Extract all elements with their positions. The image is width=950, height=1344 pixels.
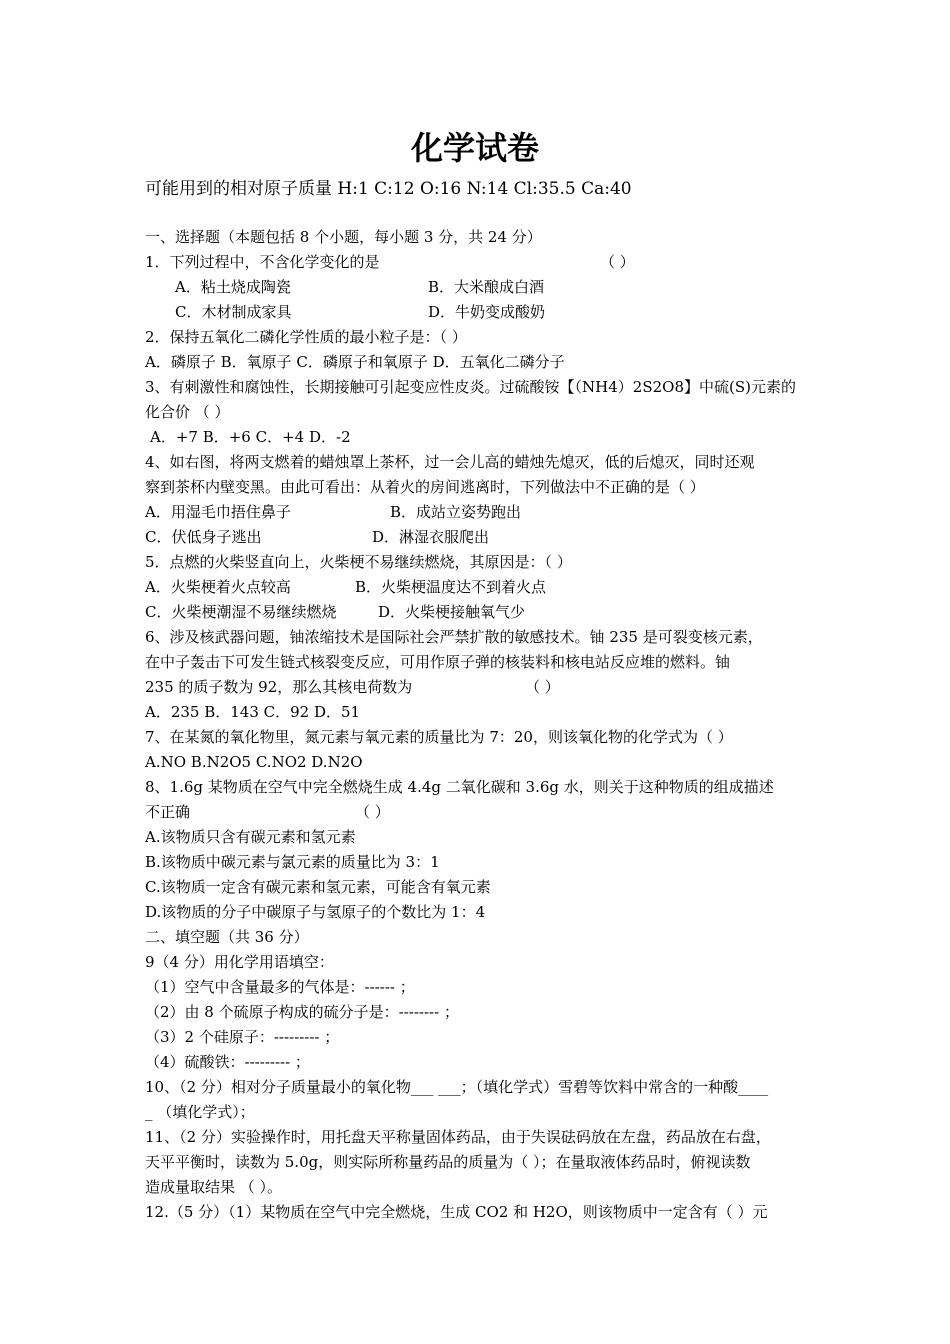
q11-line1: 11、（2 分）实验操作时，用托盘天平称量固体药品，由于失误砝码放在左盘，药品放在右盘， [145,1128,771,1146]
q4-option-d: D．淋湿衣服爬出 [372,528,490,546]
q8-option-b: B.该物质中碳元素与氯元素的质量比为 3：1 [145,853,440,871]
q3-stem-line1: 3、有刺激性和腐蚀性，长期接触可引起变应性皮炎。过硫酸铵【（NH4）2S2O8】中硫(S)元素的 [145,378,796,396]
q9-part-3: （3）2 个硅原子：--------- ； [145,1028,340,1046]
q7-options: A.NO B.N2O5 C.NO2 D.N2O [145,753,363,771]
q6-stem-line2: 在中子轰击下可发生链式核裂变反应，可用作原子弹的核装料和核电站反应堆的燃料。铀 [145,653,731,671]
q5-option-c: C．火柴梗潮湿不易继续燃烧 [145,603,337,621]
section-1-heading: 一、选择题（本题包括 8 个小题，每小题 3 分，共 24 分） [145,228,542,246]
q9-part-1: （1）空气中含量最多的气体是：------ ； [145,978,415,996]
q6-options: A．235 B．143 C．92 D．51 [145,703,361,721]
q9-part-2: （2）由 8 个硫原子构成的硫分子是：-------- ； [145,1003,459,1021]
q8-option-c: C.该物质一定含有碳元素和氢元素，可能含有氧元素 [145,878,491,896]
q4-option-b: B．成站立姿势跑出 [390,503,522,521]
q1-option-d: D．牛奶变成酸奶 [428,303,546,321]
q8-option-a: A.该物质只含有碳元素和氢元素 [145,828,356,846]
q11-line2: 天平平衡时，读数为 5.0g，则实际所称量药品的质量为（ ）；在量取液体药品时，俯视读数 [145,1153,751,1171]
q1-option-b: B．大米酿成白酒 [428,278,545,296]
q3-options: A．+7 B．+6 C．+4 D．-2 [150,428,351,446]
q6-answer-bracket: （ ） [525,678,560,696]
q9-part-4: （4）硫酸铁：--------- ； [145,1053,310,1071]
q8-stem-line2: 不正确 [145,803,191,821]
q3-stem-line2: 化合价 （ ） [145,403,230,421]
q8-answer-bracket: （ ） [355,803,390,821]
q1-option-c: C．木材制成家具 [175,303,292,321]
q4-stem-line1: 4、如右图，将两支燃着的蜡烛罩上茶杯，过一会儿高的蜡烛先熄灭，低的后熄灭，同时还观 [145,453,755,471]
q12-line1: 12.（5 分）（1）某物质在空气中完全燃烧，生成 CO2 和 H2O，则该物质中一定含有（ ）元 [145,1203,768,1221]
q10-line1: 10、（2 分）相对分子质量最小的氧化物___ ___；（填化学式）雪碧等饮料中常含的一种酸____ [145,1078,769,1096]
page-title: 化学试卷 [410,129,539,167]
q1-stem: 1．下列过程中，不含化学变化的是 [145,253,380,271]
q11-line3: 造成量取结果 （ ）。 [145,1178,283,1196]
q6-stem-line3: 235 的质子数为 92，那么其核电荷数为 [145,678,413,696]
q5-option-b: B．火柴梗温度达不到着火点 [355,578,547,596]
q7-stem: 7、在某氮的氧化物里，氮元素与氧元素的质量比为 7：20，则该氧化物的化学式为（ ） [145,728,733,746]
q1-answer-bracket: （ ） [600,253,635,271]
q1-option-a: A．粘土烧成陶瓷 [175,278,291,296]
q4-option-c: C．伏低身子逃出 [145,528,262,546]
q8-option-d: D.该物质的分子中碳原子与氢原子的个数比为 1：4 [145,903,486,921]
q5-option-d: D．火柴梗接触氧气少 [378,603,526,621]
q4-stem-line2: 察到茶杯内壁变黑。由此可看出：从着火的房间逃离时，下列做法中不正确的是（ ） [145,478,705,496]
q10-line2: _ （填化学式）； [145,1103,255,1121]
q5-stem: 5．点燃的火柴竖直向上，火柴梗不易继续燃烧，其原因是：（ ） [145,553,572,571]
section-2-heading: 二、填空题（共 36 分） [145,928,309,946]
atomic-masses: 可能用到的相对原子质量 H:1 C:12 O:16 N:14 Cl:35.5 Ca:40 [145,179,632,199]
q2-stem: 2．保持五氧化二磷化学性质的最小粒子是：（ ） [145,328,467,346]
q8-stem-line1: 8、1.6g 某物质在空气中完全燃烧生成 4.4g 二氧化碳和 3.6g 水，则关于这种物质的组成描述 [145,778,774,796]
q4-option-a: A．用湿毛巾捂住鼻子 [145,503,291,521]
q2-options: A．磷原子 B．氧原子 C．磷原子和氧原子 D．五氧化二磷分子 [145,353,565,371]
q6-stem-line1: 6、涉及核武器问题，铀浓缩技术是国际社会严禁扩散的敏感技术。铀 235 是可裂变核元素， [145,628,763,646]
q5-option-a: A．火柴梗着火点较高 [145,578,291,596]
q9-stem: 9（4 分）用化学用语填空： [145,953,334,971]
